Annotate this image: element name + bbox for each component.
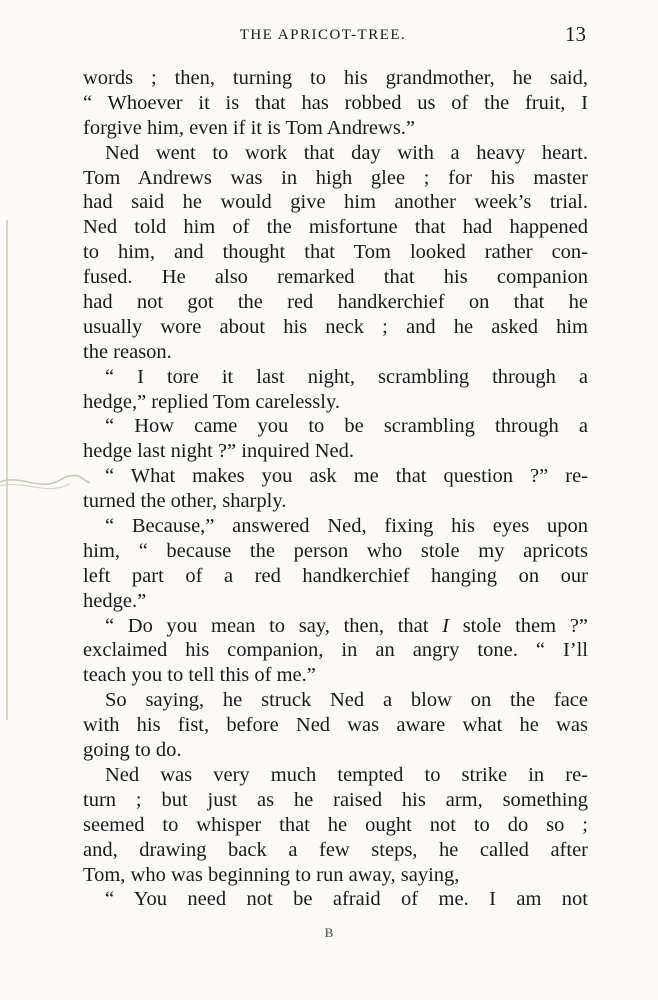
text-line: to him, and thought that Tom looked rather con- <box>83 241 588 264</box>
text-line: had said he would give him another week’s trial. <box>83 191 588 214</box>
text-line: “ I tore it last night, scrambling through a <box>105 365 588 388</box>
text-line: hedge,” replied Tom carelessly. <box>83 390 340 413</box>
text-line: words ; then, turning to his grandmother, he said, <box>83 67 588 89</box>
text-line: seemed to whisper that he ought not to do so ; <box>83 813 588 836</box>
text-line: usually wore about his neck ; and he asked him <box>83 315 588 338</box>
text-line: So saying, he struck Ned a blow on the face <box>105 689 588 712</box>
text-line: hedge last night ?” inquired Ned. <box>83 440 354 463</box>
body-text <box>83 66 588 912</box>
text-line: exclaimed his companion, in an angry tone. “ I’ll <box>83 639 588 662</box>
text-line: turn ; but just as he raised his arm, something <box>83 788 588 811</box>
text-line: “ Whoever it is that has robbed us of the fruit, I <box>83 91 588 114</box>
text-line: Ned told him of the misfortune that had happened <box>83 216 588 239</box>
text-line: Ned was very much tempted to strike in re- <box>105 763 588 786</box>
text-line: Tom Andrews was in high glee ; for his master <box>83 166 588 189</box>
text-line: “ What makes you ask me that question ?” re- <box>105 465 588 488</box>
text-line: and, drawing back a few steps, he called after <box>83 838 588 861</box>
text-line: going to do. <box>83 739 182 762</box>
running-header-title: THE APRICOT-TREE. <box>239 27 407 43</box>
text-line: Tom, who was beginning to run away, saying, <box>83 863 460 886</box>
text-line: left part of a red handkerchief hanging on our <box>83 564 588 587</box>
text-line: fused. He also remarked that his companion <box>83 266 588 289</box>
text-line: had not got the red handkerchief on that he <box>83 291 588 314</box>
text-line: “ Because,” answered Ned, fixing his eyes upon <box>105 515 588 538</box>
text-line: turned the other, sharply. <box>83 490 287 513</box>
text-line: teach you to tell this of me.” <box>83 664 316 687</box>
text-line: Ned went to work that day with a heavy heart. <box>105 141 588 164</box>
text-line: him, “ because the person who stole my apricots <box>83 539 588 562</box>
text-line: “ You need not be afraid of me. I am not <box>105 888 588 911</box>
text-line: the reason. <box>83 340 172 363</box>
text-line: hedge.” <box>83 589 147 612</box>
binding-thread <box>0 470 90 500</box>
text-line: with his fist, before Ned was aware what he was <box>83 714 588 737</box>
page-number: 13 <box>565 22 586 46</box>
text-line: “ Do you mean to say, then, that I stole them ?” <box>105 614 588 637</box>
signature-mark: B <box>324 925 334 940</box>
text-line: forgive him, even if it is Tom Andrews.” <box>83 116 416 139</box>
text-line: “ How came you to be scrambling through a <box>105 415 588 438</box>
